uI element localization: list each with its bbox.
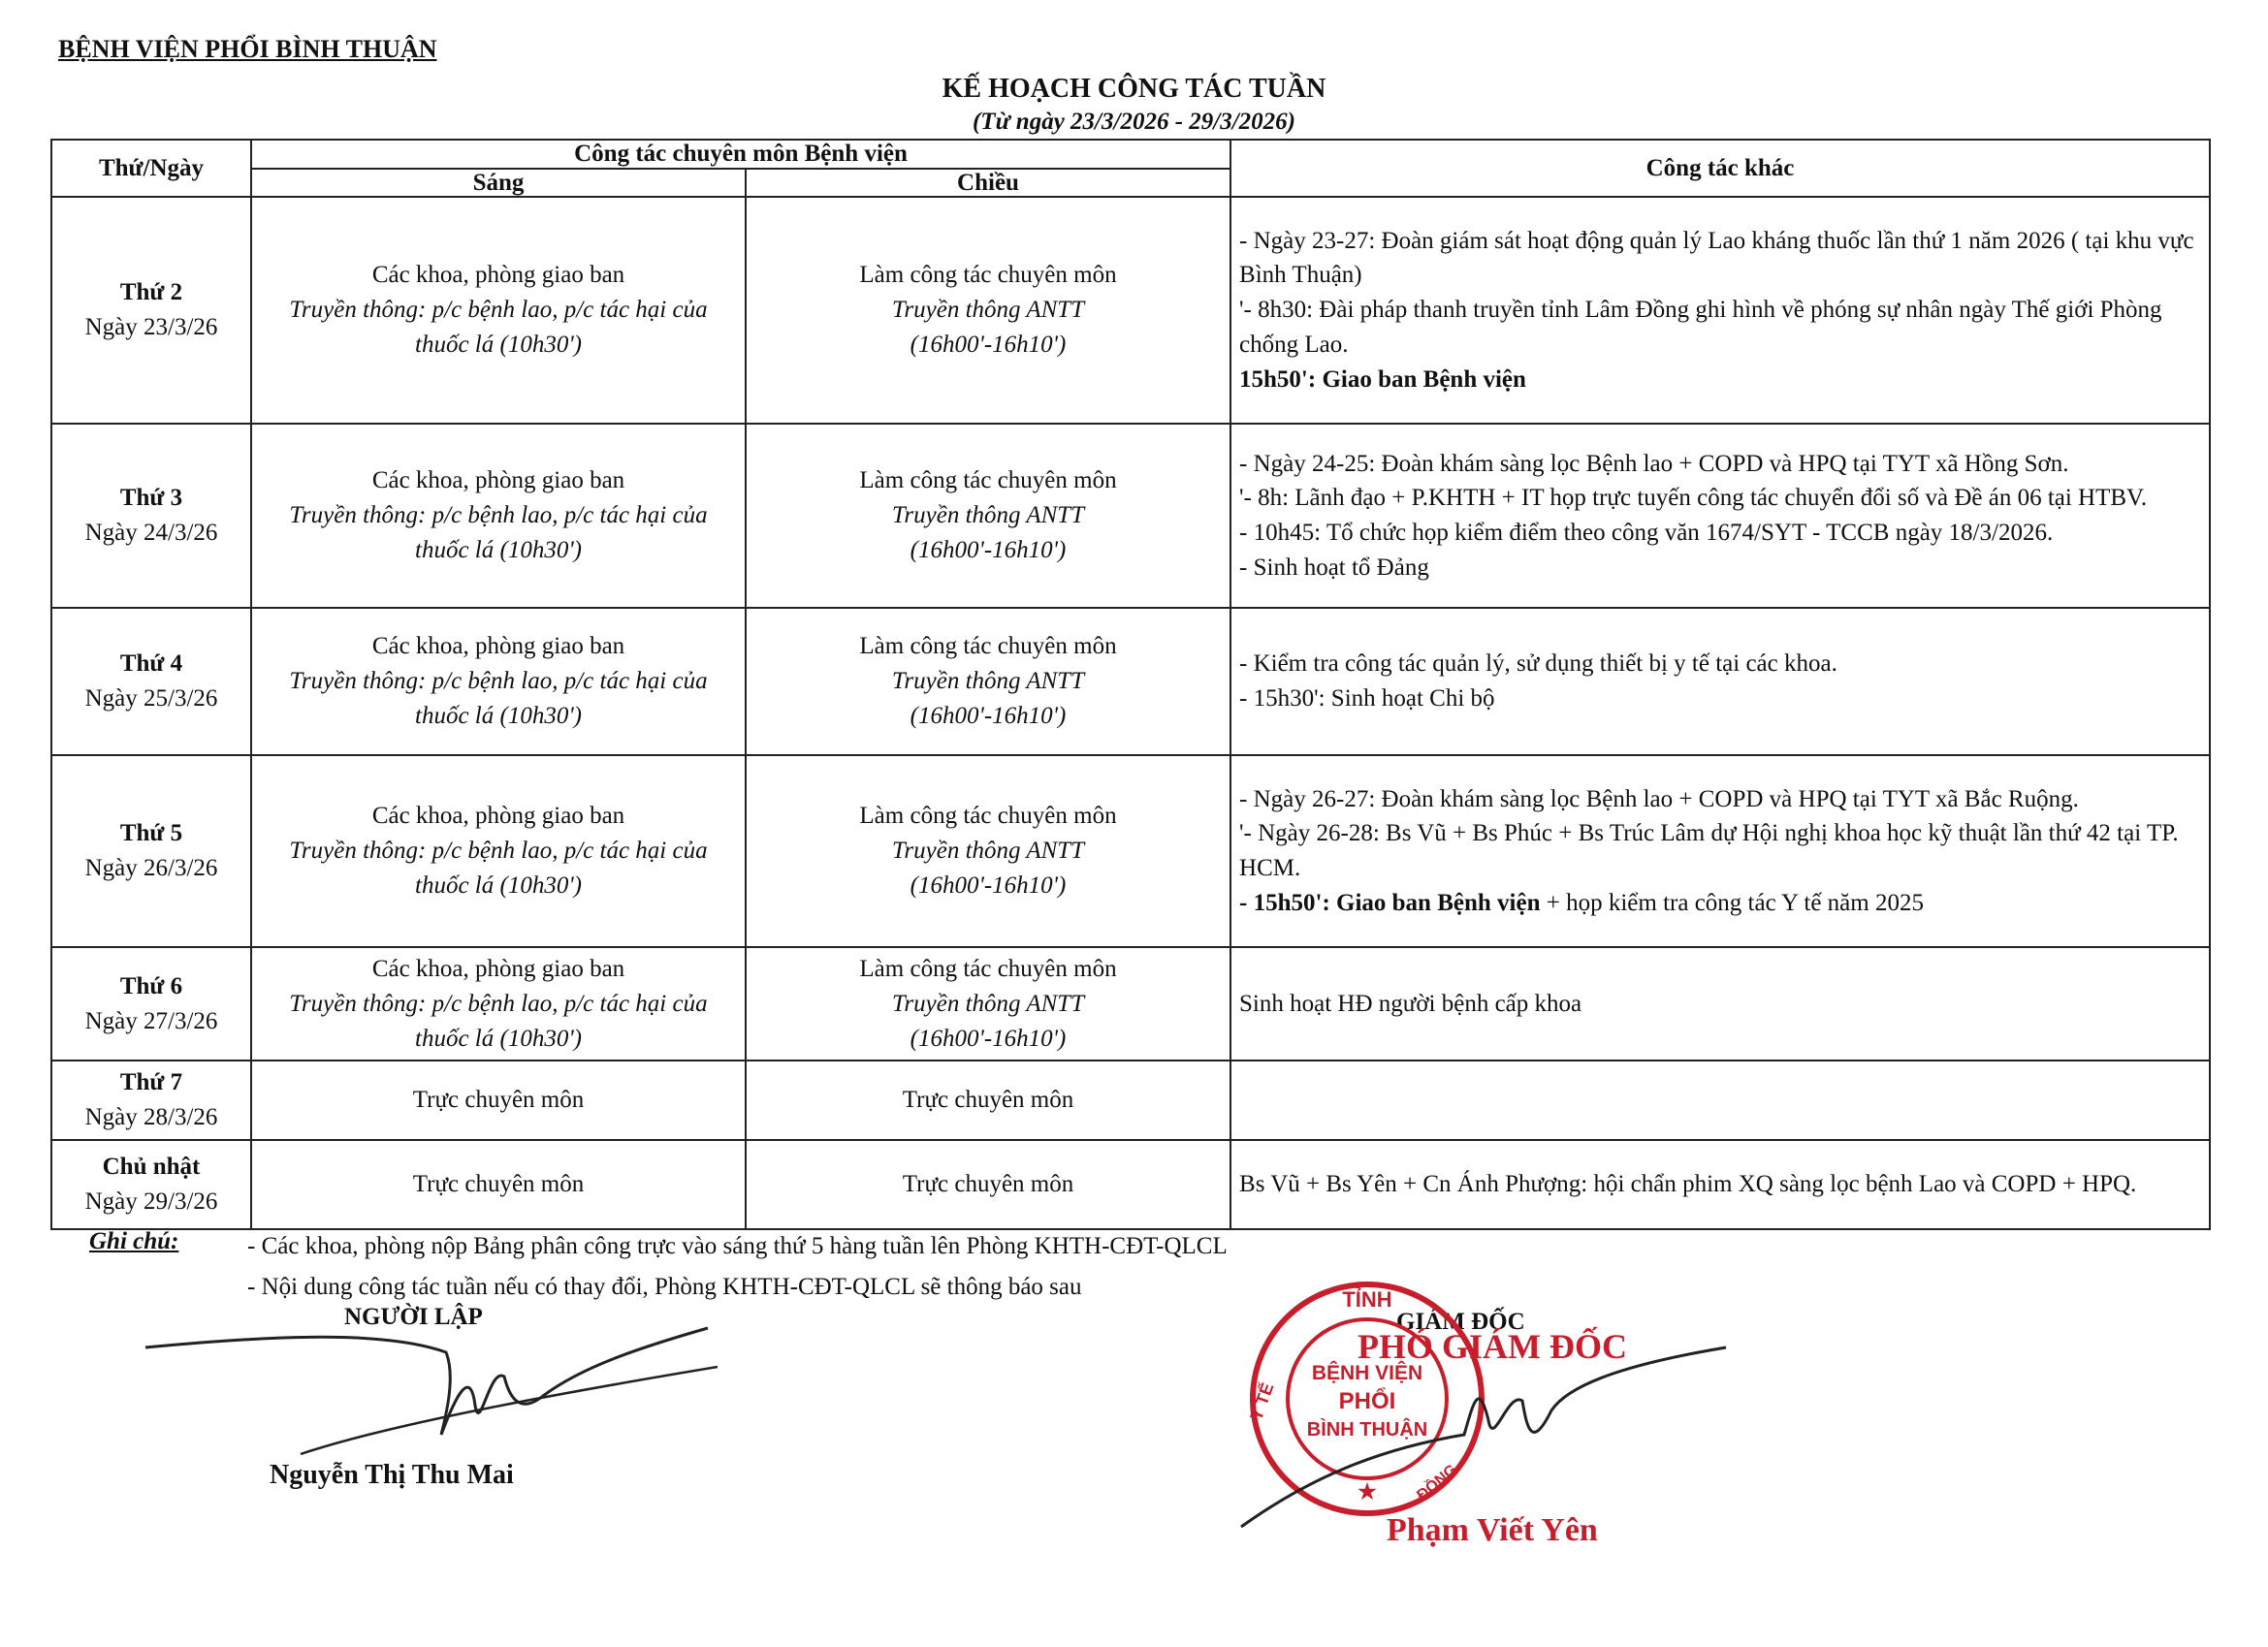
day-cell bbox=[51, 197, 251, 424]
morning-comm: Truyền thông: p/c bệnh lao, p/c tác hại của thuốc lá (10h30') bbox=[289, 838, 708, 899]
afternoon-time: (16h00'-16h10') bbox=[910, 871, 1067, 899]
other-item: 15h50': Giao ban Bệnh viện bbox=[1239, 365, 1526, 393]
afternoon-comm: Truyền thông ANTT bbox=[891, 502, 1085, 529]
table-row bbox=[51, 1061, 2210, 1140]
header-group: Công tác chuyên môn Bệnh viện bbox=[251, 140, 1230, 169]
other-cell bbox=[1230, 1140, 2210, 1229]
afternoon-cell bbox=[746, 755, 1230, 947]
table-row bbox=[51, 1140, 2210, 1229]
other-item: Sinh hoạt HĐ người bệnh cấp khoa bbox=[1239, 990, 1582, 1017]
preparer-name: Nguyễn Thị Thu Mai bbox=[270, 1460, 514, 1490]
day-label: Thứ 7 bbox=[119, 1069, 183, 1096]
morning-activity: Trực chuyên môn bbox=[412, 1087, 585, 1114]
date-label: Ngày 26/3/26 bbox=[84, 855, 218, 881]
afternoon-activity: Trực chuyên môn bbox=[902, 1170, 1074, 1197]
preparer-signature bbox=[136, 1309, 718, 1464]
day-cell bbox=[51, 608, 251, 755]
date-label: Ngày 24/3/26 bbox=[84, 520, 218, 546]
day-cell bbox=[51, 947, 251, 1061]
other-item-bold: - 15h50': Giao ban Bệnh viện bbox=[1239, 889, 1541, 916]
afternoon-comm: Truyền thông ANTT bbox=[891, 297, 1085, 324]
organization-name: BỆNH VIỆN PHỔI BÌNH THUẬN bbox=[58, 35, 437, 63]
morning-activity: Các khoa, phòng giao ban bbox=[371, 633, 625, 660]
other-item: - Ngày 26-27: Đoàn khám sàng lọc Bệnh lao + COPD và HPQ tại TYT xã Bắc Ruộng. bbox=[1239, 785, 2079, 812]
document-title: KẾ HOẠCH CÔNG TÁC TUẦN bbox=[942, 74, 1326, 104]
other-item: - Ngày 23-27: Đoàn giám sát hoạt động quản lý Lao kháng thuốc lần thứ 1 năm 2026 ( tại khu vực Bình Thuận) bbox=[1239, 227, 2194, 289]
morning-activity: Các khoa, phòng giao ban bbox=[371, 956, 625, 982]
table-row bbox=[51, 755, 2210, 947]
other-item: - Ngày 24-25: Đoàn khám sàng lọc Bệnh lao + COPD và HPQ tại TYT xã Hồng Sơn. bbox=[1239, 450, 2069, 477]
other-item: '- Ngày 26-28: Bs Vũ + Bs Phúc + Bs Trúc Lâm dự Hội nghị khoa học kỹ thuật lần thứ 42 tại TP. HCM. bbox=[1239, 820, 2179, 881]
morning-activity: Trực chuyên môn bbox=[412, 1170, 585, 1197]
afternoon-time: (16h00'-16h10') bbox=[910, 1025, 1067, 1052]
morning-cell bbox=[251, 1061, 746, 1140]
afternoon-comm: Truyền thông ANTT bbox=[891, 668, 1085, 695]
morning-activity: Các khoa, phòng giao ban bbox=[371, 467, 625, 494]
date-label: Ngày 27/3/26 bbox=[84, 1007, 218, 1034]
document-subtitle: (Từ ngày 23/3/2026 - 29/3/2026) bbox=[972, 109, 1295, 135]
other-cell bbox=[1230, 608, 2210, 755]
morning-cell bbox=[251, 947, 746, 1061]
director-role: GIÁM ĐỐC bbox=[1396, 1309, 1525, 1335]
day-label: Thứ 4 bbox=[119, 650, 183, 678]
other-cell bbox=[1230, 947, 2210, 1061]
other-cell bbox=[1230, 755, 2210, 947]
date-label: Ngày 29/3/26 bbox=[84, 1188, 218, 1215]
other-item: - 10h45: Tổ chức họp kiểm điểm theo công văn 1674/SYT - TCCB ngày 18/3/2026. bbox=[1239, 520, 2054, 546]
afternoon-activity: Làm công tác chuyên môn bbox=[859, 262, 1117, 289]
date-label: Ngày 25/3/26 bbox=[84, 685, 218, 712]
day-cell bbox=[51, 424, 251, 608]
note-item: - Các khoa, phòng nộp Bảng phân công trực vào sáng thứ 5 hàng tuần lên Phòng KHTH-CĐT-QLCL bbox=[247, 1233, 1228, 1259]
afternoon-time: (16h00'-16h10') bbox=[910, 331, 1067, 358]
afternoon-cell bbox=[746, 424, 1230, 608]
afternoon-activity: Làm công tác chuyên môn bbox=[859, 956, 1117, 982]
other-item: '- 8h: Lãnh đạo + P.KHTH + IT họp trực tuyến công tác chuyển đổi số và Đề án 06 tại HTBV. bbox=[1239, 485, 2148, 512]
day-label: Thứ 2 bbox=[119, 279, 183, 306]
seal-side-text: Y TẾ bbox=[1246, 1379, 1278, 1424]
seal-side-text-2: ĐỒNG bbox=[1414, 1461, 1460, 1504]
director-signature bbox=[1231, 1343, 1736, 1536]
deputy-director-role: PHÓ GIÁM ĐỐC bbox=[1358, 1327, 1627, 1366]
afternoon-comm: Truyền thông ANTT bbox=[891, 838, 1085, 865]
afternoon-activity: Làm công tác chuyên môn bbox=[859, 467, 1117, 494]
morning-cell bbox=[251, 1140, 746, 1229]
morning-cell bbox=[251, 424, 746, 608]
table-row bbox=[51, 608, 2210, 755]
afternoon-time: (16h00'-16h10') bbox=[910, 536, 1067, 563]
other-cell bbox=[1230, 424, 2210, 608]
day-cell bbox=[51, 1061, 251, 1140]
morning-comm: Truyền thông: p/c bệnh lao, p/c tác hại của thuốc lá (10h30') bbox=[289, 668, 708, 729]
morning-cell bbox=[251, 608, 746, 755]
table-row bbox=[51, 424, 2210, 608]
afternoon-comm: Truyền thông ANTT bbox=[891, 990, 1085, 1017]
seal-line-1: BỆNH VIỆN bbox=[1311, 1362, 1423, 1384]
preparer-role: NGƯỜI LẬP bbox=[344, 1304, 483, 1330]
morning-activity: Các khoa, phòng giao ban bbox=[371, 262, 625, 289]
afternoon-activity: Trực chuyên môn bbox=[902, 1087, 1074, 1114]
afternoon-activity: Làm công tác chuyên môn bbox=[859, 803, 1117, 830]
afternoon-activity: Làm công tác chuyên môn bbox=[859, 633, 1117, 660]
morning-comm: Truyền thông: p/c bệnh lao, p/c tác hại của thuốc lá (10h30') bbox=[289, 502, 708, 563]
day-label: Thứ 6 bbox=[119, 972, 183, 999]
afternoon-cell bbox=[746, 197, 1230, 424]
other-cell bbox=[1230, 197, 2210, 424]
other-item: - 15h30': Sinh hoạt Chi bộ bbox=[1239, 685, 1495, 712]
day-label: Thứ 3 bbox=[119, 485, 183, 512]
afternoon-time: (16h00'-16h10') bbox=[910, 702, 1067, 729]
header-day: Thứ/Ngày bbox=[51, 140, 251, 197]
date-label: Ngày 28/3/26 bbox=[84, 1104, 218, 1130]
other-item: - Sinh hoạt tổ Đảng bbox=[1239, 554, 1429, 581]
day-label: Chủ nhật bbox=[102, 1154, 201, 1180]
header-afternoon: Chiều bbox=[746, 169, 1230, 198]
morning-comm: Truyền thông: p/c bệnh lao, p/c tác hại của thuốc lá (10h30') bbox=[289, 297, 708, 358]
other-item bbox=[1239, 886, 2201, 921]
afternoon-cell bbox=[746, 608, 1230, 755]
header-morning: Sáng bbox=[251, 169, 746, 198]
header-other: Công tác khác bbox=[1230, 140, 2210, 197]
other-item-tail: + họp kiểm tra công tác Y tế năm 2025 bbox=[1540, 889, 1924, 916]
afternoon-cell bbox=[746, 1140, 1230, 1229]
seal-line-3: BÌNH THUẬN bbox=[1306, 1419, 1428, 1441]
day-cell bbox=[51, 755, 251, 947]
other-item: - Kiểm tra công tác quản lý, sử dụng thiết bị y tế tại các khoa. bbox=[1239, 650, 1837, 678]
afternoon-cell bbox=[746, 947, 1230, 1061]
notes-label: Ghi chú: bbox=[89, 1228, 179, 1254]
other-item: '- 8h30: Đài pháp thanh truyền tỉnh Lâm Đồng ghi hình về phóng sự nhân ngày Thế giới Phòng chống Lao. bbox=[1239, 297, 2162, 358]
director-name: Phạm Viết Yên bbox=[1387, 1512, 1598, 1548]
seal-line-2: PHỔI bbox=[1338, 1388, 1396, 1414]
table-row bbox=[51, 947, 2210, 1061]
morning-comm: Truyền thông: p/c bệnh lao, p/c tác hại của thuốc lá (10h30') bbox=[289, 990, 708, 1052]
other-item: Bs Vũ + Bs Yên + Cn Ánh Phượng: hội chẩn phim XQ sàng lọc bệnh Lao và COPD + HPQ. bbox=[1239, 1170, 2137, 1197]
table-row bbox=[51, 197, 2210, 424]
afternoon-cell bbox=[746, 1061, 1230, 1140]
note-item: - Nội dung công tác tuần nếu có thay đổi, Phòng KHTH-CĐT-QLCL sẽ thông báo sau bbox=[247, 1274, 1082, 1300]
day-label: Thứ 5 bbox=[119, 820, 183, 847]
day-cell bbox=[51, 1140, 251, 1229]
other-cell bbox=[1230, 1061, 2210, 1140]
seal-star-icon: ★ bbox=[1358, 1479, 1377, 1504]
seal-top-text: TỈNH bbox=[1342, 1287, 1392, 1312]
weekly-plan-table bbox=[50, 139, 2211, 1230]
morning-cell bbox=[251, 755, 746, 947]
date-label: Ngày 23/3/26 bbox=[84, 314, 218, 340]
morning-cell bbox=[251, 197, 746, 424]
morning-activity: Các khoa, phòng giao ban bbox=[371, 803, 625, 830]
